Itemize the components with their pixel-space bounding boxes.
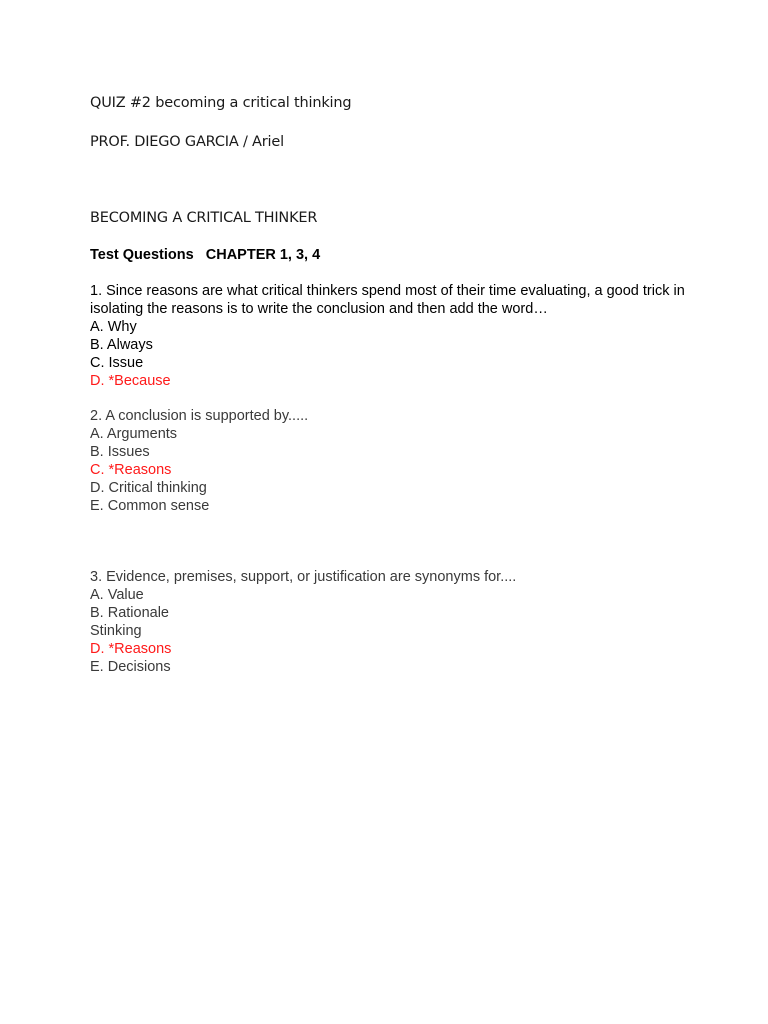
question-1-option-a: A. Why [90,319,137,335]
question-1-option-b: B. Always [90,337,153,353]
question-2-text: 2. A conclusion is supported by..... [90,408,309,424]
question-1-text: 1. Since reasons are what critical thinkers spend most of their time evaluating, a good trick in isolating the reasons is to write the conclusion and then add the word… [90,283,685,317]
question-3-option-b: B. Rationale [90,605,169,621]
question-2-option-a: A. Arguments [90,426,178,442]
question-3-correct-answer: D. *Reasons [90,641,172,657]
question-1-correct-answer: D. *Because [90,373,171,389]
question-2-correct-answer: C. *Reasons [90,462,172,478]
question-1-option-c: C. Issue [90,355,144,371]
question-3 [90,568,690,676]
quiz-title: QUIZ #2 becoming a critical thinking [90,95,352,111]
question-2-option-e: E. Common sense [90,498,210,514]
question-3-option-a: A. Value [90,587,144,603]
question-3-text: 3. Evidence, premises, support, or justification are synonyms for.... [90,569,517,585]
question-2 [90,407,690,515]
test-questions-heading: Test Questions CHAPTER 1, 3, 4 [90,247,321,263]
question-3-stray-line: Stinking [90,623,142,639]
professor-line: PROF. DIEGO GARCIA / Ariel [90,134,284,150]
question-1 [90,282,690,390]
question-3-option-e: E. Decisions [90,659,171,675]
question-2-option-d: D. Critical thinking [90,480,207,496]
question-2-option-b: B. Issues [90,444,150,460]
subject-heading: BECOMING A CRITICAL THINKER [90,210,318,226]
